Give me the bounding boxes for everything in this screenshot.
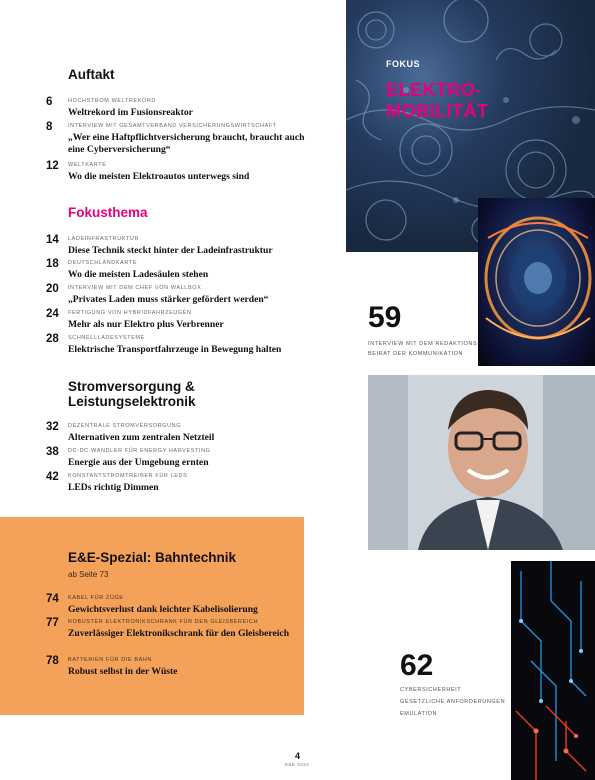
spezial-block (0, 517, 304, 715)
toc-page-number: 8 (46, 121, 53, 133)
feature-page-number[interactable]: 62 (400, 649, 434, 682)
feature-caption-line3: EMULATION (400, 711, 438, 717)
circuit-photo (511, 561, 595, 780)
toc-kicker: DEUTSCHLANDKARTE (68, 260, 138, 266)
feature-caption (368, 339, 480, 359)
feature-caption-line2: BEIRAT DER KOMMUNIKATION (368, 351, 464, 357)
toc-page-number: 18 (46, 258, 59, 270)
fisheye-photo (478, 198, 595, 366)
toc-title: Zuverlässiger Elektronikschrank für den Gleisbereich (68, 628, 290, 639)
toc-title: Weltrekord im Fusionsreaktor (68, 107, 193, 118)
toc-title: Wo die meisten Elektroautos unterwegs sind (68, 171, 250, 182)
section-title-fokusthema: Fokusthema (68, 205, 148, 220)
toc-title: „Privates Laden muss stärker gefördert werden“ (68, 294, 269, 305)
cover-title-line1: ELEKTRO- (386, 80, 482, 100)
toc-page-number: 28 (46, 333, 59, 345)
toc-title: „Wer eine Haftpflichtversicherung braucht, braucht auch eine Cyberversicherung“ (68, 132, 305, 155)
toc-page-number: 32 (46, 421, 59, 433)
toc-title: Gewichtsverlust dank leichter Kabelisolierung (68, 604, 258, 615)
toc-page-number: 12 (46, 160, 59, 172)
toc-kicker: FERTIGUNG VON HYBRIDFAHRZEUGEN (68, 310, 192, 316)
toc-page-number: 24 (46, 308, 59, 320)
toc-page-number: 20 (46, 283, 59, 295)
toc-kicker: HOCHSTROM WELTREKORD (68, 98, 156, 104)
cover-label: FOKUS (386, 59, 420, 69)
feature-caption-line1: INTERVIEW MIT DEM REDAKTIONS- (368, 341, 480, 347)
toc-title: LEDs richtig Dimmen (68, 482, 159, 493)
fisheye-graphic (478, 198, 595, 366)
toc-title: Mehr als nur Elektro plus Verbrenner (68, 319, 224, 330)
toc-page-number: 42 (46, 471, 59, 483)
toc-kicker: LADEINFRASTRUKTUR (68, 236, 140, 242)
toc-kicker: INTERVIEW MIT GESAMTVERBAND VERSICHERUNGSWIRTSCHAFT (68, 123, 277, 129)
page-number: 4 (295, 751, 301, 761)
section-title-auftakt: Auftakt (68, 67, 115, 82)
feature-caption-line2: GESETZLICHE ANFORDERUNGEN (400, 699, 506, 705)
portrait-graphic (368, 375, 595, 550)
circuit-graphic (511, 561, 595, 780)
feature-caption (400, 684, 505, 720)
toc-kicker: ROBUSTER ELEKTRONIKSCHRANK FÜR DEN GLEISBEREICH (68, 619, 259, 625)
toc-title: Robust selbst in der Wüste (68, 666, 178, 677)
cover-title-line2: MOBILITÄT (386, 101, 489, 121)
toc-kicker: INTERVIEW MIT DEM CHEF VON WALLBOX (68, 285, 202, 291)
toc-kicker: BATTERIEN FÜR DIE BAHN (68, 657, 152, 663)
feature-caption-line1: CYBERSICHERHEIT (400, 687, 462, 693)
portrait-photo (368, 375, 595, 550)
page-footer-sub: E&E 2024 (285, 762, 310, 767)
cover-title (386, 80, 488, 122)
toc-page-number: 6 (46, 96, 53, 108)
toc-kicker: SCHNELLLADESYSTEME (68, 335, 145, 341)
toc-kicker: DEZENTRALE STROMVERSORGUNG (68, 423, 182, 429)
toc-page-number: 74 (46, 593, 59, 605)
toc-kicker: KONSTANTSTROMTREIBER FÜR LEDS (68, 473, 188, 479)
section-subtitle: ab Seite 73 (68, 570, 109, 579)
toc-page-number: 78 (46, 655, 59, 667)
toc-kicker: WELTKARTE (68, 162, 107, 168)
toc-title: Energie aus der Umgebung ernten (68, 457, 209, 468)
toc-title: Diese Technik steckt hinter der Ladeinfrastruktur (68, 245, 273, 256)
section-title-spezial: E&E-Spezial: Bahntechnik (68, 550, 237, 565)
toc-page-number: 38 (46, 446, 59, 458)
feature-page-number[interactable]: 59 (368, 301, 402, 334)
section-title-stromversorgung (68, 379, 196, 409)
toc-page-number: 77 (46, 617, 59, 629)
toc-kicker: KABEL FÜR ZÜGE (68, 595, 124, 601)
section-title-line2: Leistungselektronik (68, 394, 196, 409)
toc-kicker: DC-DC-WANDLER FÜR ENERGY HARVESTING (68, 448, 211, 454)
toc-page-number: 14 (46, 234, 59, 246)
toc-title: Wo die meisten Ladesäulen stehen (68, 269, 209, 280)
toc-title: Alternativen zum zentralen Netzteil (68, 432, 215, 443)
toc-title: Elektrische Transportfahrzeuge in Bewegung halten (68, 344, 282, 355)
section-title-line1: Stromversorgung & (68, 379, 195, 394)
